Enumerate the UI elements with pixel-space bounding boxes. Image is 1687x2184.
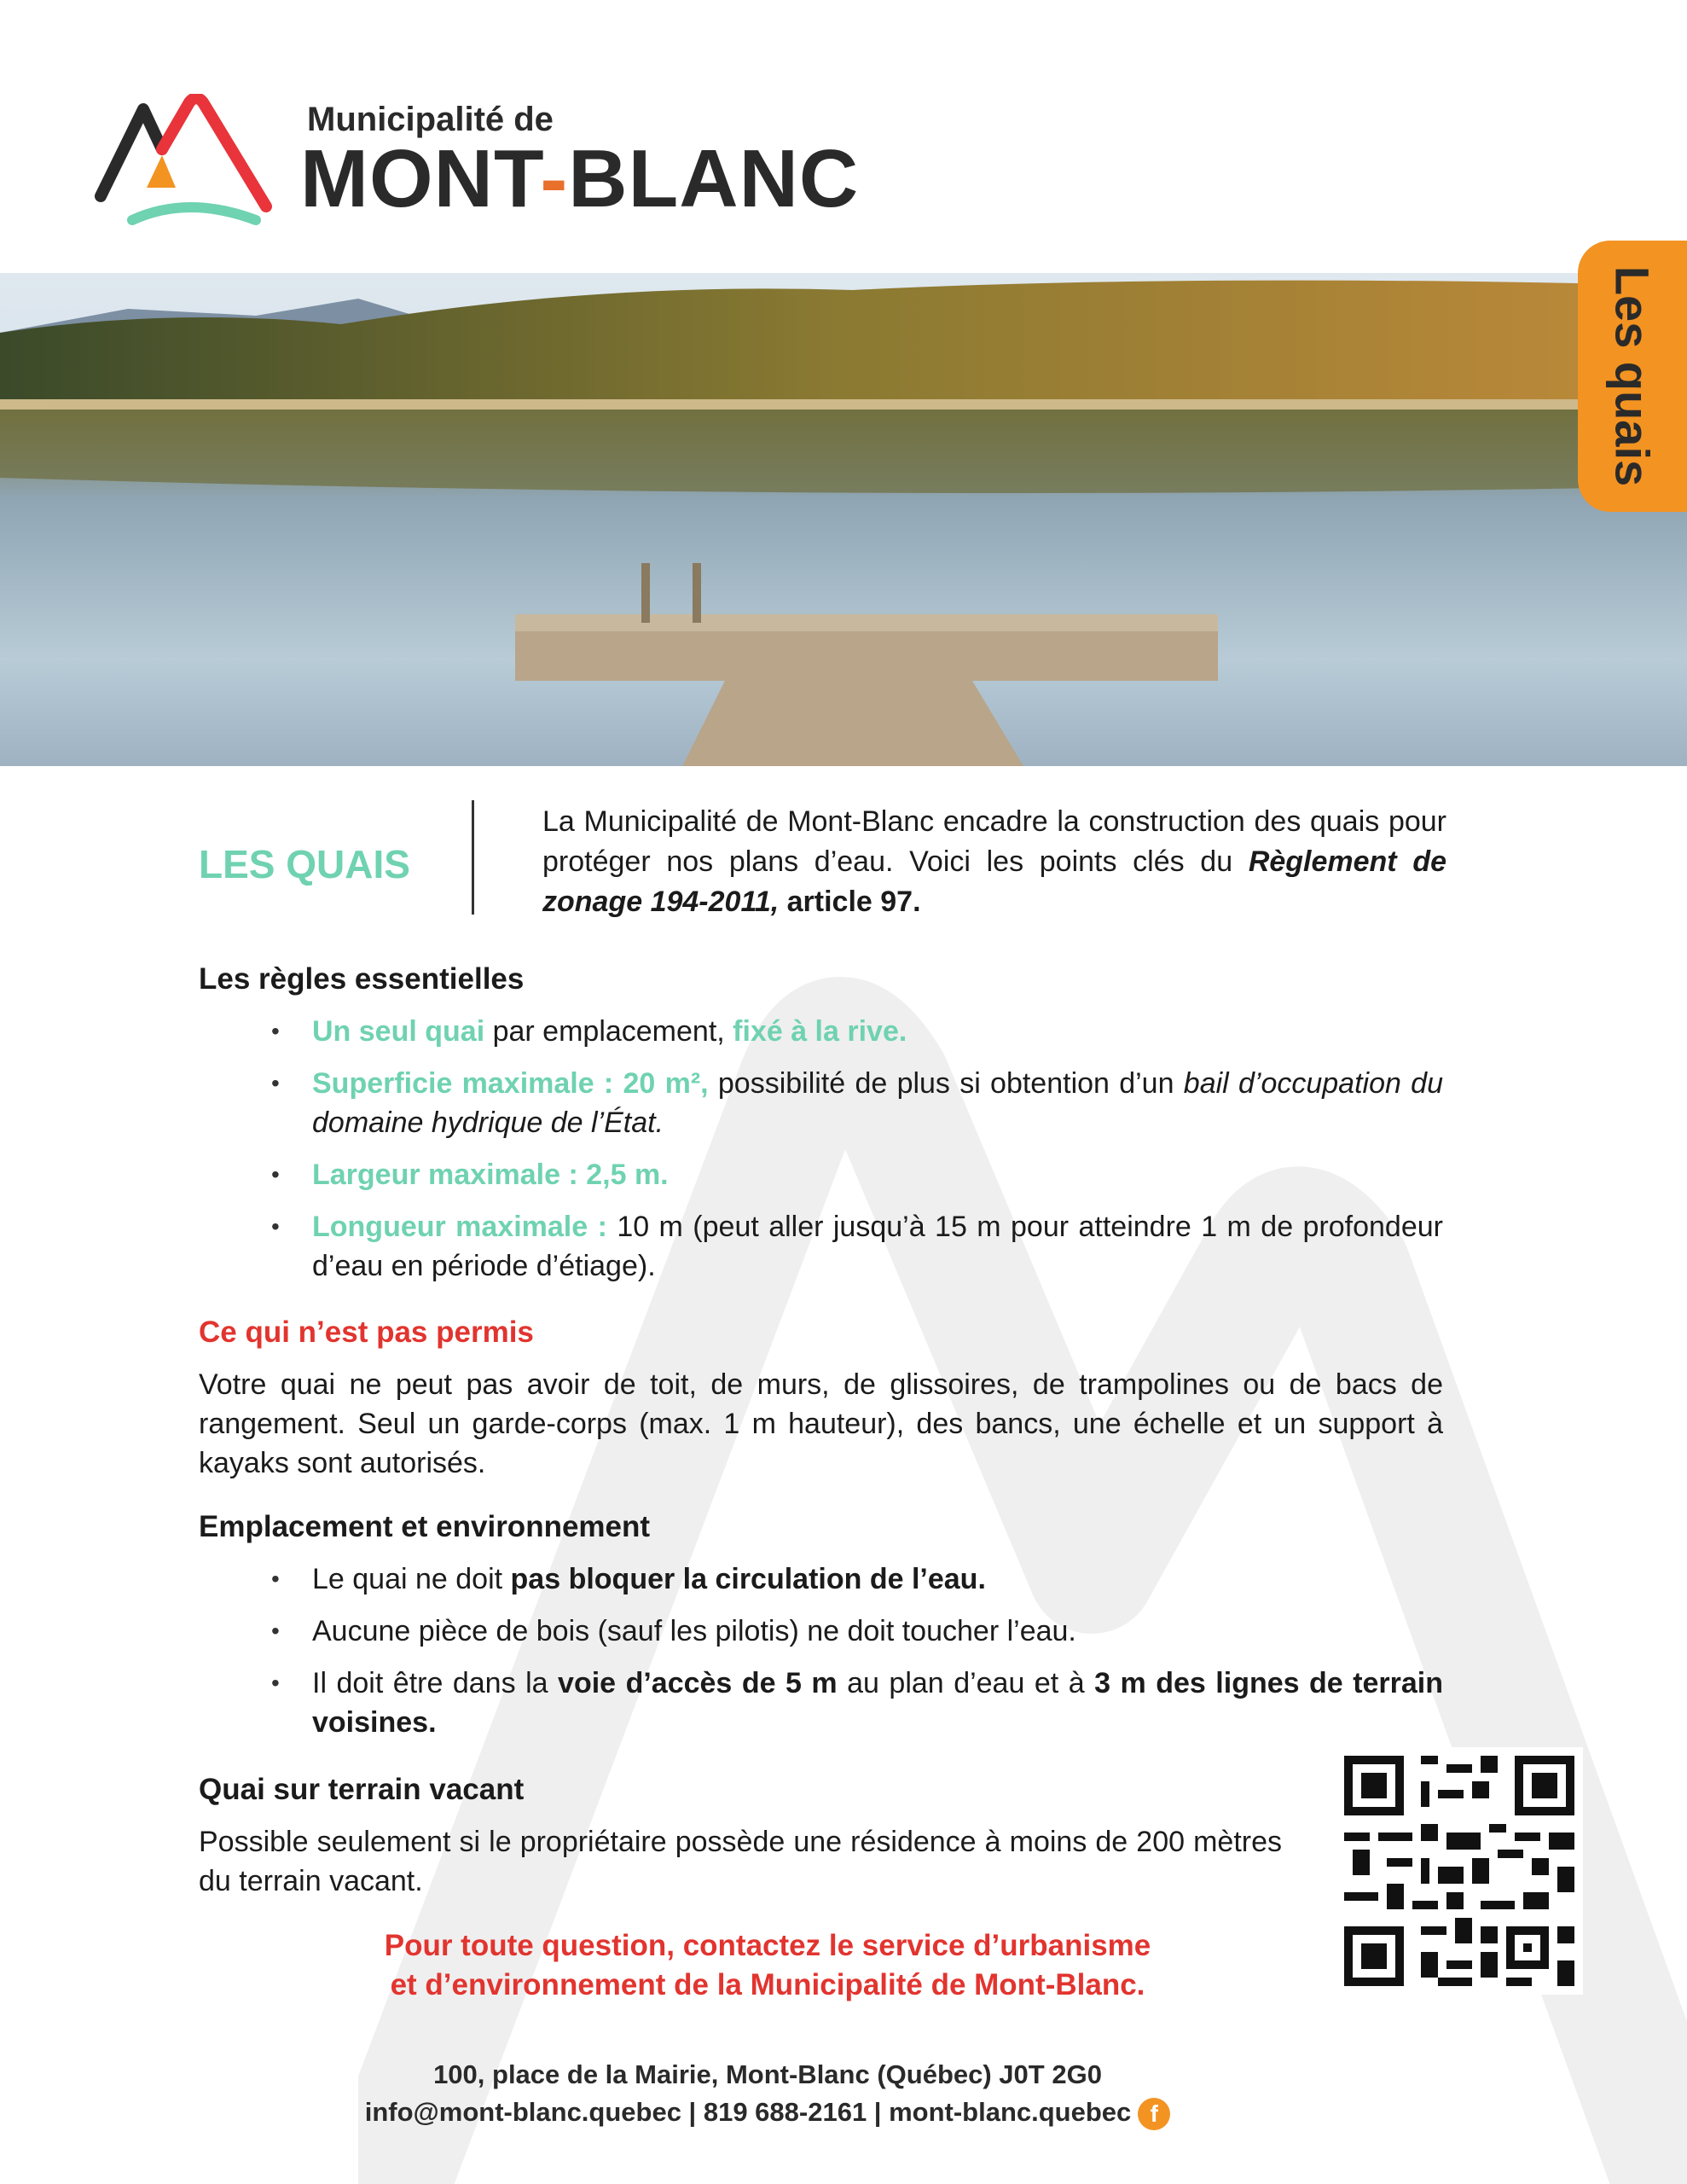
- rules-heading: Les règles essentielles: [199, 962, 525, 996]
- vacant-heading: Quai sur terrain vacant: [199, 1773, 525, 1806]
- intro-divider: [472, 800, 474, 915]
- list-item: • Aucune pièce de bois (sauf les pilotis) ne doit toucher l’eau.: [271, 1612, 1443, 1651]
- list-item: • Longueur maximale : 10 m (peut aller jusqu’à 15 m pour atteindre 1 m de profondeur d’eau en période d’étiage).: [271, 1207, 1443, 1286]
- logo-title: MONT-BLANC: [300, 133, 860, 224]
- section-tab: [1578, 241, 1687, 512]
- location-heading: Emplacement et environnement: [199, 1510, 651, 1543]
- footer-links[interactable]: info@mont-blanc.quebec | 819 688-2161 | mont-blanc.quebec f: [256, 2094, 1279, 2131]
- list-item: • Il doit être dans la voie d’accès de 5 m au plan d’eau et à 3 m des lignes de terrain voisines.: [271, 1664, 1443, 1742]
- list-item: • Superficie maximale : 20 m², possibilité de plus si obtention d’un bail d’occupation du domaine hydrique de l’État.: [271, 1064, 1443, 1142]
- location-list: [271, 1560, 1443, 1755]
- lake-dock-photo: [0, 273, 1687, 766]
- not-allowed-text: Votre quai ne peut pas avoir de toit, de murs, de glissoires, de trampolines ou de bacs de rangement. Seul un garde-corps (max. 1 m hauteur), des bancs, une échelle et un support à kayaks sont autorisés.: [199, 1368, 1443, 1479]
- municipality-logo-icon: [94, 94, 281, 239]
- rules-list: [271, 1012, 1443, 1298]
- intro-title: LES QUAIS: [199, 842, 410, 886]
- contact-call-to-action: Pour toute question, contactez le service d’urbanisme et d’environnement de la Municipalité de Mont-Blanc.: [384, 1929, 1151, 2001]
- section-tab-label: Les quais: [1605, 265, 1660, 487]
- logo-subtitle: Municipalité de: [307, 101, 554, 138]
- facebook-icon[interactable]: f: [1138, 2098, 1170, 2130]
- footer-contact: [256, 2056, 1279, 2131]
- qr-code-icon[interactable]: [1336, 1747, 1583, 1995]
- list-item: • Le quai ne doit pas bloquer la circulation de l’eau.: [271, 1560, 1443, 1599]
- list-item: • Un seul quai par emplacement, fixé à la rive.: [271, 1012, 1443, 1051]
- vacant-text: Possible seulement si le propriétaire possède une résidence à moins de 200 mètres du terrain vacant.: [199, 1826, 1282, 1897]
- list-item: • Largeur maximale : 2,5 m.: [271, 1155, 1443, 1194]
- intro-text: La Municipalité de Mont-Blanc encadre la construction des quais pour protéger nos plans d’eau. Voici les points clés du Règlement de zonage 194-2011, article 97.: [542, 805, 1446, 918]
- footer-address: 100, place de la Mairie, Mont-Blanc (Québec) J0T 2G0: [433, 2059, 1102, 2089]
- not-allowed-heading: Ce qui n’est pas permis: [199, 1316, 534, 1349]
